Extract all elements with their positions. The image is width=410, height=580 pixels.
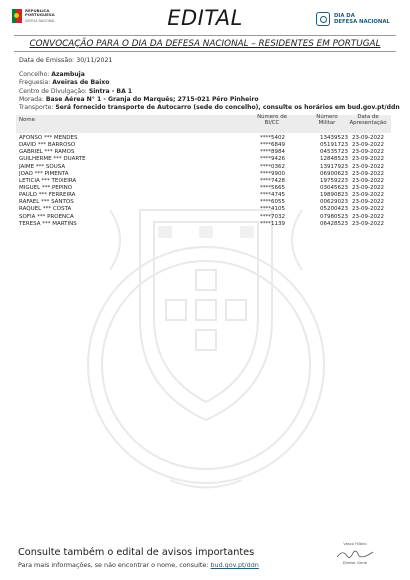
- cell-bi: ****9426: [260, 156, 285, 163]
- cell-date: 23-09-2022: [352, 184, 384, 191]
- cell-mil: 19759223: [320, 177, 348, 184]
- info-label: Centro de Divulgação:: [19, 87, 87, 95]
- table-row: [16, 156, 391, 163]
- footer-text: [18, 561, 259, 569]
- cell-date: 23-09-2022: [352, 213, 384, 220]
- header-bi: Número de BI/CC: [257, 114, 287, 126]
- table-row: [16, 171, 391, 178]
- cell-bi: ****7428: [260, 177, 285, 184]
- cell-name: GUILHERME *** DUARTE: [19, 156, 86, 163]
- cell-mil: 13917923: [320, 163, 348, 170]
- page-title: EDITAL: [167, 6, 243, 30]
- cell-name: AFONSO *** MENDES: [19, 135, 78, 141]
- ddn-logo-line1: DIA DA: [334, 13, 355, 19]
- cell-name: JOAO *** PIMENTA: [19, 170, 69, 177]
- table-row: [16, 142, 391, 149]
- info-label: Concelho:: [19, 71, 50, 78]
- cell-bi: ****6055: [260, 199, 285, 206]
- ddn-logo: [316, 12, 390, 26]
- cell-name: JAIME *** SOUSA: [19, 163, 66, 170]
- info-line: [19, 104, 400, 112]
- cell-name: DAVID *** BARROSO: [19, 142, 76, 149]
- cell-mil: 04535723: [320, 149, 348, 156]
- cell-date: 23-09-2022: [352, 163, 384, 170]
- header: [0, 0, 410, 36]
- table-row: [16, 135, 391, 142]
- table-row: [16, 214, 391, 221]
- cell-mil: 06900623: [320, 170, 348, 177]
- header-name: Nome: [19, 117, 35, 123]
- info-line: [19, 71, 400, 79]
- info-value: Base Aérea N° 1 - Granja do Marquês; 2715-021 Pêro Pinheiro: [45, 95, 259, 103]
- cell-bi: ****1139: [260, 220, 285, 227]
- info-line: [19, 79, 400, 87]
- cell-mil: 06428523: [320, 220, 348, 227]
- table-body: [16, 135, 391, 228]
- cell-bi: ****4105: [260, 206, 285, 213]
- emission-date: [19, 57, 112, 64]
- cell-bi: ****4745: [260, 192, 285, 199]
- emission-label: Data de Emissão:: [19, 57, 75, 64]
- info-value: Aveiras de Baixo: [52, 79, 110, 87]
- cell-bi: ****0362: [260, 163, 285, 170]
- divider: [14, 35, 396, 36]
- ddn-logo-line2: DEFESA NACIONAL: [334, 19, 390, 25]
- info-block: [19, 71, 400, 112]
- cell-bi: ****7032: [260, 213, 285, 220]
- cell-name: MIGUEL *** PEPINO: [19, 184, 73, 191]
- signature-name: Vasco Hilário: [343, 542, 367, 546]
- cell-name: TERESA *** MARTINS: [19, 220, 77, 227]
- cell-mil: 05200423: [320, 206, 348, 213]
- republica-logo-sub: DEFESA NACIONAL: [25, 18, 56, 23]
- cell-date: 23-09-2022: [352, 192, 384, 199]
- cell-mil: 03045623: [320, 184, 348, 191]
- cell-mil: 00629023: [320, 199, 348, 206]
- cell-name: RAQUEL *** COSTA: [19, 206, 72, 213]
- cell-date: 23-09-2022: [352, 149, 384, 156]
- table-row: [16, 206, 391, 213]
- cell-name: LETICIA *** TEIXEIRA: [19, 177, 77, 184]
- cell-date: 23-09-2022: [352, 142, 384, 149]
- cell-mil: 12848523: [320, 156, 348, 163]
- signature-role: Diretor Geral: [342, 560, 368, 565]
- info-value: Será fornecido transporte de Autocarro (sede do concelho), consulte os horários em bud.gov.pt/ddn: [55, 104, 400, 112]
- cell-bi: ****8984: [260, 149, 285, 156]
- footer-info: Para mais informações, se não encontrar o nome, consulte:: [18, 561, 209, 569]
- subtitle: CONVOCAÇÃO PARA O DIA DA DEFESA NACIONAL – RESIDENTES EM PORTUGAL: [29, 39, 381, 49]
- cell-mil: 19890823: [320, 192, 348, 199]
- info-line: [19, 88, 400, 96]
- emission-value: 30/11/2021: [76, 57, 113, 64]
- crest-icon: [316, 12, 330, 26]
- cell-mil: 13439523: [320, 135, 348, 141]
- cell-date: 23-09-2022: [352, 170, 384, 177]
- cell-date: 23-09-2022: [352, 135, 384, 141]
- cell-date: 23-09-2022: [352, 206, 384, 213]
- cell-name: SOFIA *** PROENCA: [19, 213, 74, 220]
- republica-logo-line2: PORTUGUESA: [25, 12, 55, 18]
- signature-icon: [335, 548, 375, 560]
- info-line: [19, 96, 400, 104]
- cell-bi: ****9900: [260, 170, 285, 177]
- cell-name: RAFAEL *** SANTOS: [19, 199, 74, 206]
- cell-mil: 07980523: [320, 213, 348, 220]
- table-row: [16, 164, 391, 171]
- cell-name: GABRIEL *** RAMOS: [19, 149, 75, 156]
- header-date: Data de Apresentação: [349, 114, 387, 126]
- table-row: [16, 185, 391, 192]
- cell-bi: ****5402: [260, 135, 285, 141]
- table-header: [16, 115, 391, 133]
- table-row: [16, 149, 391, 156]
- table-row: [16, 192, 391, 199]
- info-label: Transporte:: [19, 104, 54, 112]
- cell-date: 23-09-2022: [352, 156, 384, 163]
- info-value: Azambuja: [51, 71, 85, 78]
- cell-bi: ****6849: [260, 142, 285, 149]
- info-value: Sintra - BA 1: [88, 87, 133, 95]
- cell-date: 23-09-2022: [352, 220, 384, 227]
- table-row: [16, 221, 391, 228]
- republica-logo-line1: REPÚBLICA: [25, 8, 50, 13]
- cell-mil: 05191723: [320, 142, 348, 149]
- cell-name: PAULO *** FERREIRA: [19, 192, 76, 199]
- footer-link[interactable]: bud.gov.pt/ddn: [210, 561, 259, 569]
- signature-block: [325, 542, 385, 565]
- info-label: Freguesia:: [19, 79, 51, 87]
- info-label: Morada:: [19, 95, 44, 103]
- cell-date: 23-09-2022: [352, 199, 384, 206]
- cell-date: 23-09-2022: [352, 177, 384, 184]
- table-row: [16, 199, 391, 206]
- cell-bi: ****5665: [260, 184, 285, 191]
- footer-title: Consulte também o edital de avisos importantes: [18, 547, 255, 558]
- header-mil: Número Militar: [316, 114, 338, 126]
- table-row: [16, 178, 391, 185]
- divider: [14, 51, 396, 52]
